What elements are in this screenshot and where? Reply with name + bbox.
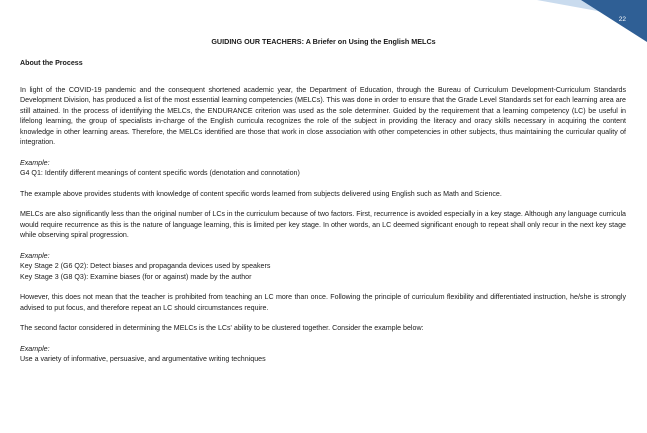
example-line: Key Stage 3 (G8 Q3): Examine biases (for or against) made by the author [20,272,252,281]
example-line: Use a variety of informative, persuasive, and argumentative writing techniques [20,355,266,363]
recurrence-paragraph: MELCs are also significantly less than the original number of LCs in the curriculum because of two factors. First, recurrence is avoided especially in a key stage. Although any language curricula would require recurrence as this is the nature of language learning, this is limited per key stage. In other words, an LC deemed significant enough to repeat shall only recur in the next key stage while observing spiral progression. [20,210,626,239]
example-note-paragraph: The example above provides students with knowledge of content specific words learned from subjects delivered using English such as Math and Science. [20,189,502,198]
however-paragraph: However, this does not mean that the teacher is prohibited from teaching an LC more than once. Following the principle of curriculum flexibility and differentiated instruction, he/she is strongly advised to put focus, and therefore repeat an LC should circumstances require. [20,293,626,312]
example-label: Example: [20,251,50,260]
page-title: GUIDING OUR TEACHERS: A Briefer on Using the English MELCs [211,37,436,46]
document-body [20,58,626,375]
page-number: 22 [618,16,626,23]
section-heading: About the Process [20,59,83,67]
intro-paragraph: In light of the COVID-19 pandemic and the consequent shortened academic year, the Department of Education, through the Bureau of Curriculum Development-Curriculum Standards Development Division, has produced a list of the most essential learning competencies (MELCs). This was done in order to ensure that the Grade Level Standards set for each learning area are still attained. In the process of identifying the MELCs, the ENDURANCE criterion was used as the sole determiner. Guided by the requirement that a learning competency (LC) be useful in lifelong learning, the group of specialists in-charge of the English curricula recognizes the role of the subject in providing the literacy and oracy skills necessary in acquiring the content knowledge in other learning areas. Therefore, the MELCs identified are those that work in close association with other competencies in other subjects, thus maintaining the curricular quality of integration. [20,85,626,146]
example-block-2 [20,251,626,283]
corner-decoration [537,0,647,42]
example-line: G4 Q1: Identify different meanings of content specific words (denotation and connotation) [20,169,300,177]
example-block-1 [20,158,626,179]
example-label: Example: [20,344,50,353]
example-block-3 [20,344,626,365]
example-label: Example: [20,158,50,167]
example-line: Key Stage 2 (G6 Q2): Detect biases and propaganda devices used by speakers [20,262,271,270]
corner-dark-triangle [581,0,647,42]
second-factor-paragraph: The second factor considered in determining the MELCs is the LCs' ability to be clustered together. Consider the example below: [20,324,424,332]
